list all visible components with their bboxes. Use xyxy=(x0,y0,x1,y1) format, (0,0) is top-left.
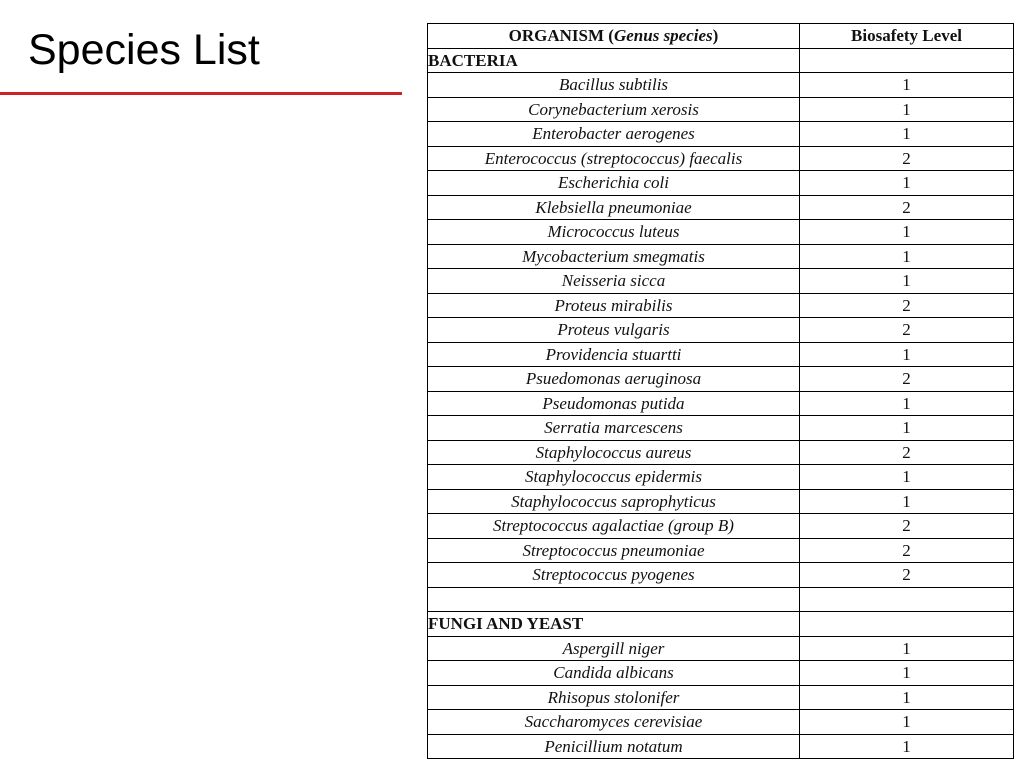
biosafety-level-cell: 1 xyxy=(800,342,1014,367)
organism-cell: Micrococcus luteus xyxy=(428,220,800,245)
organism-cell: Staphylococcus aureus xyxy=(428,440,800,465)
organism-cell: Bacillus subtilis xyxy=(428,73,800,98)
biosafety-level-cell: 2 xyxy=(800,293,1014,318)
biosafety-level-cell: 1 xyxy=(800,416,1014,441)
table-row xyxy=(428,440,1014,465)
organism-cell: Streptococcus pyogenes xyxy=(428,563,800,588)
biosafety-level-cell: 1 xyxy=(800,171,1014,196)
organism-cell: Providencia stuartti xyxy=(428,342,800,367)
biosafety-level-cell: 1 xyxy=(800,636,1014,661)
table-row xyxy=(428,710,1014,735)
table-row xyxy=(428,220,1014,245)
organism-cell: Aspergill niger xyxy=(428,636,800,661)
biosafety-level-cell: 1 xyxy=(800,73,1014,98)
organism-cell: Streptococcus pneumoniae xyxy=(428,538,800,563)
section-header-row xyxy=(428,612,1014,637)
biosafety-level-cell: 2 xyxy=(800,367,1014,392)
organism-cell: Penicillium notatum xyxy=(428,734,800,759)
biosafety-level-cell: 1 xyxy=(800,734,1014,759)
table-row xyxy=(428,293,1014,318)
biosafety-level-cell: 1 xyxy=(800,685,1014,710)
table-row xyxy=(428,367,1014,392)
biosafety-level-cell: 2 xyxy=(800,195,1014,220)
biosafety-level-cell: 2 xyxy=(800,514,1014,539)
table-row xyxy=(428,73,1014,98)
biosafety-level-cell: 1 xyxy=(800,661,1014,686)
biosafety-level-cell: 1 xyxy=(800,122,1014,147)
biosafety-level-cell: 2 xyxy=(800,318,1014,343)
biosafety-level-cell: 2 xyxy=(800,538,1014,563)
biosafety-level-cell: 2 xyxy=(800,146,1014,171)
organism-cell: Enterococcus (streptococcus) faecalis xyxy=(428,146,800,171)
organism-cell: Mycobacterium smegmatis xyxy=(428,244,800,269)
table-row xyxy=(428,465,1014,490)
organism-cell: Staphylococcus epidermis xyxy=(428,465,800,490)
table-row xyxy=(428,195,1014,220)
section-level-cell xyxy=(800,48,1014,73)
table-row xyxy=(428,636,1014,661)
table-header-row xyxy=(428,24,1014,49)
organism-cell: Escherichia coli xyxy=(428,171,800,196)
organism-cell: Candida albicans xyxy=(428,661,800,686)
section-name: FUNGI AND YEAST xyxy=(428,612,800,637)
section-header-row xyxy=(428,48,1014,73)
organism-header-prefix: ORGANISM ( xyxy=(508,26,614,46)
organism-cell: Staphylococcus saprophyticus xyxy=(428,489,800,514)
organism-cell: Psuedomonas aeruginosa xyxy=(428,367,800,392)
biosafety-level-cell: 1 xyxy=(800,97,1014,122)
organism-cell: Serratia marcescens xyxy=(428,416,800,441)
organism-column-header xyxy=(428,24,800,49)
table-row xyxy=(428,538,1014,563)
organism-cell: Saccharomyces cerevisiae xyxy=(428,710,800,735)
table-body xyxy=(428,48,1014,759)
table-row xyxy=(428,342,1014,367)
biosafety-level-cell: 2 xyxy=(800,563,1014,588)
biosafety-level-cell: 2 xyxy=(800,440,1014,465)
biosafety-column-header: Biosafety Level xyxy=(800,24,1014,49)
table-row xyxy=(428,244,1014,269)
table-row xyxy=(428,171,1014,196)
biosafety-level-cell: 1 xyxy=(800,489,1014,514)
table-row xyxy=(428,391,1014,416)
organism-cell: Pseudomonas putida xyxy=(428,391,800,416)
organism-cell: Proteus vulgaris xyxy=(428,318,800,343)
organism-cell: Enterobacter aerogenes xyxy=(428,122,800,147)
section-level-cell xyxy=(800,612,1014,637)
species-table xyxy=(427,23,1014,759)
biosafety-level-cell xyxy=(800,587,1014,612)
table-row xyxy=(428,97,1014,122)
organism-header-italic: Genus species xyxy=(613,26,713,46)
biosafety-level-cell: 1 xyxy=(800,710,1014,735)
biosafety-level-cell: 1 xyxy=(800,220,1014,245)
organism-cell: Proteus mirabilis xyxy=(428,293,800,318)
biosafety-level-cell: 1 xyxy=(800,391,1014,416)
table-row xyxy=(428,416,1014,441)
organism-cell xyxy=(428,587,800,612)
table-row xyxy=(428,685,1014,710)
organism-cell: Streptococcus agalactiae (group B) xyxy=(428,514,800,539)
table-row xyxy=(428,587,1014,612)
biosafety-level-cell: 1 xyxy=(800,465,1014,490)
table-row xyxy=(428,122,1014,147)
title-underline xyxy=(0,92,402,95)
table-row xyxy=(428,489,1014,514)
table-row xyxy=(428,146,1014,171)
table-row xyxy=(428,661,1014,686)
table-row xyxy=(428,269,1014,294)
organism-cell: Rhisopus stolonifer xyxy=(428,685,800,710)
organism-header-suffix: ) xyxy=(712,26,719,46)
section-name: BACTERIA xyxy=(428,48,800,73)
table-row xyxy=(428,734,1014,759)
table-row xyxy=(428,318,1014,343)
organism-cell: Corynebacterium xerosis xyxy=(428,97,800,122)
organism-cell: Neisseria sicca xyxy=(428,269,800,294)
organism-cell: Klebsiella pneumoniae xyxy=(428,195,800,220)
biosafety-level-cell: 1 xyxy=(800,269,1014,294)
slide-title: Species List xyxy=(28,26,260,74)
table-row xyxy=(428,563,1014,588)
biosafety-level-cell: 1 xyxy=(800,244,1014,269)
table-row xyxy=(428,514,1014,539)
